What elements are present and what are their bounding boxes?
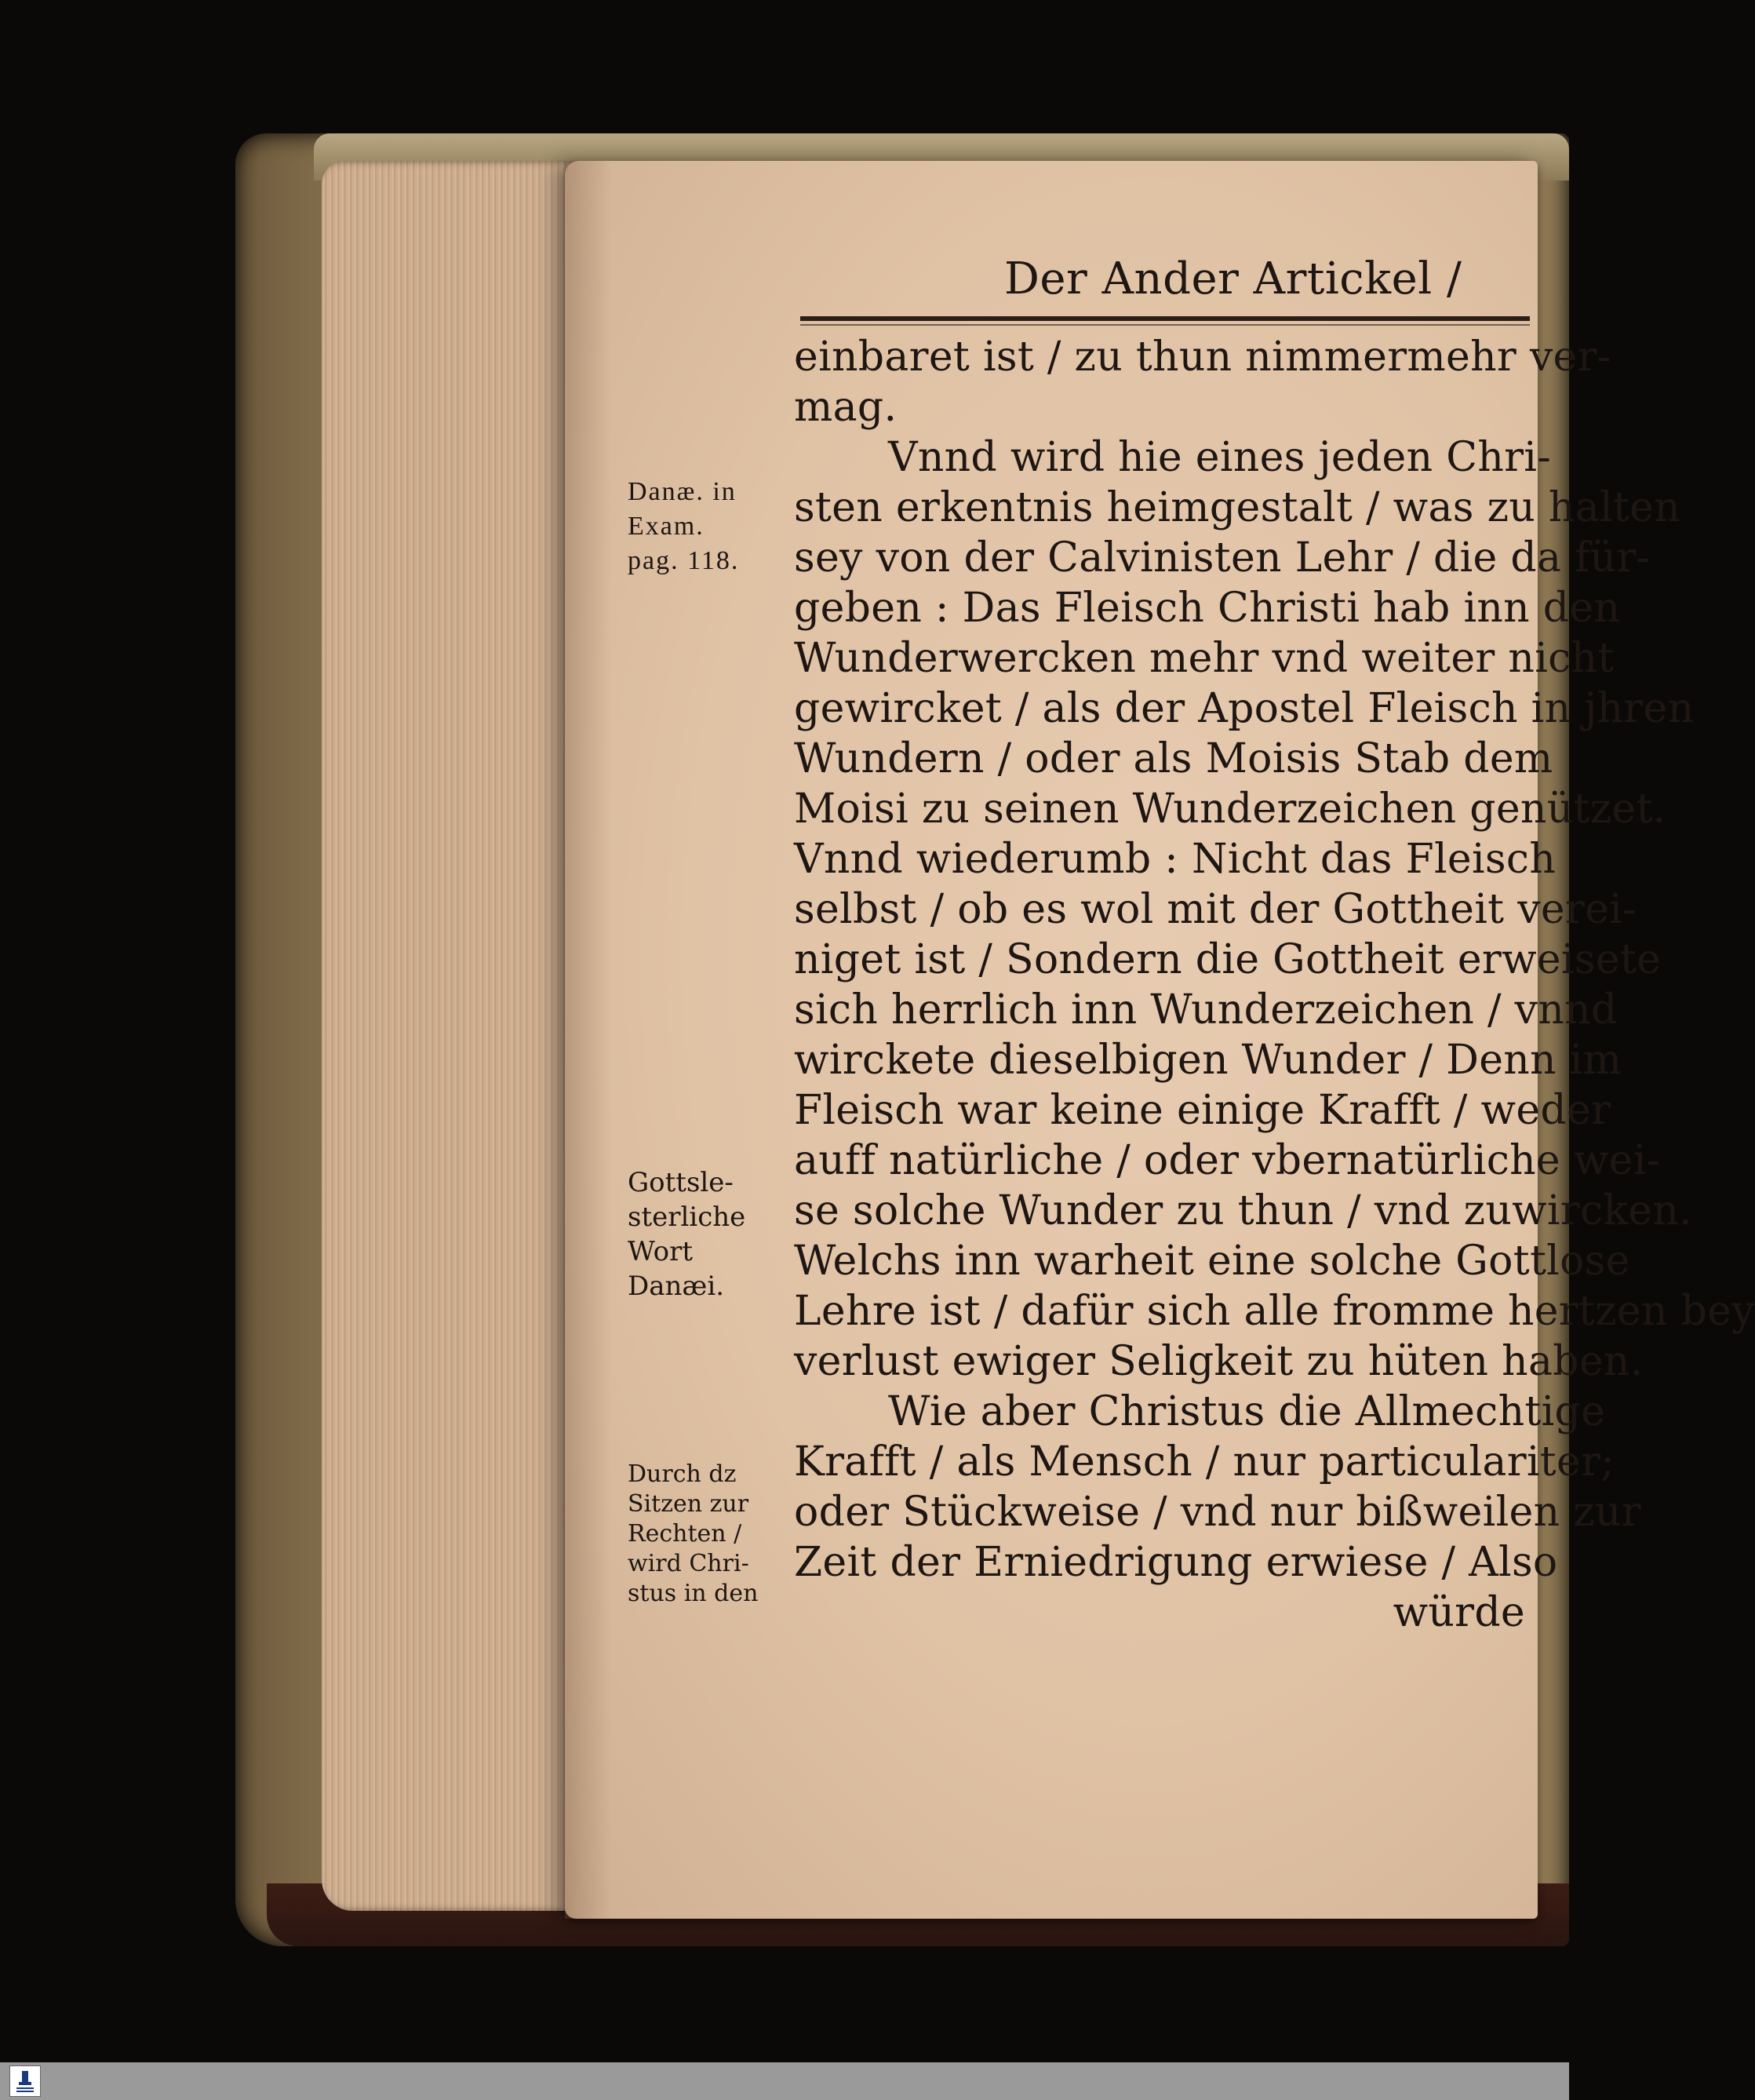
text-line: Wunderwercken mehr vnd weiter nicht bbox=[794, 635, 1615, 682]
library-logo-icon[interactable] bbox=[9, 2065, 41, 2097]
text-line: gewircket / als der Apostel Fleisch in jhren bbox=[794, 685, 1695, 732]
catchword: würde bbox=[1393, 1589, 1525, 1636]
text-line: selbst / ob es wol mit der Gottheit verei- bbox=[794, 886, 1637, 933]
text-line: niget ist / Sondern die Gottheit erweisete bbox=[794, 936, 1662, 983]
running-head: Der Ander Artickel / bbox=[1004, 253, 1462, 304]
margin-note-line: Exam. bbox=[628, 512, 705, 541]
margin-note-sitzen bbox=[628, 1460, 804, 1609]
text-line: sten erkentnis heimgestalt / was zu halten bbox=[794, 484, 1680, 531]
viewer-status-bar bbox=[0, 2062, 1569, 2100]
margin-note-gottslesterliche bbox=[628, 1165, 804, 1303]
text-line: Vnnd wird hie eines jeden Chri- bbox=[888, 434, 1552, 481]
head-rule-thin bbox=[800, 324, 1530, 326]
margin-note-line: Danæi. bbox=[628, 1271, 725, 1302]
text-line: sich herrlich inn Wunderzeichen / vnnd bbox=[794, 986, 1618, 1034]
margin-note-line: Wort bbox=[628, 1236, 694, 1267]
margin-note-citation bbox=[628, 475, 804, 578]
text-line: einbaret ist / zu thun nimmermehr ver- bbox=[794, 334, 1611, 381]
text-line: Krafft / als Mensch / nur particulariter; bbox=[794, 1438, 1615, 1486]
text-line: Zeit der Erniedrigung erwiese / Also bbox=[794, 1539, 1558, 1586]
margin-note-line: sterliche bbox=[628, 1201, 746, 1233]
text-line: auff natürliche / oder vbernatürliche wei- bbox=[794, 1137, 1661, 1184]
text-line: oder Stückweise / vnd nur bißweilen zur bbox=[794, 1489, 1641, 1536]
text-line: Wundern / oder als Moisis Stab dem bbox=[794, 735, 1553, 782]
text-line: Wie aber Christus die Allmechtige bbox=[888, 1388, 1606, 1435]
text-line: Welchs inn warheit eine solche Gottlose bbox=[794, 1238, 1630, 1285]
text-line: Lehre ist / dafür sich alle fromme hertzen bey bbox=[794, 1288, 1755, 1335]
text-line: Vnnd wiederumb : Nicht das Fleisch bbox=[794, 836, 1557, 883]
text-line: wirckete dieselbigen Wunder / Denn im bbox=[794, 1037, 1622, 1084]
text-line: mag. bbox=[794, 384, 898, 431]
body-text bbox=[794, 332, 1755, 1638]
text-line: verlust ewiger Seligkeit zu hüten haben. bbox=[794, 1338, 1644, 1385]
text-line: geben : Das Fleisch Christi hab inn den bbox=[794, 585, 1621, 632]
margin-note-line: Durch dz bbox=[628, 1460, 737, 1488]
text-line: Fleisch war keine einige Krafft / weder bbox=[794, 1087, 1611, 1134]
margin-note-line: wird Chri- bbox=[628, 1550, 749, 1577]
margin-note-line: Gottsle- bbox=[628, 1167, 734, 1198]
text-line: se solche Wunder zu thun / vnd zuwircken. bbox=[794, 1187, 1692, 1234]
head-rule bbox=[800, 316, 1530, 321]
text-line: Moisi zu seinen Wunderzeichen genützet. bbox=[794, 786, 1666, 833]
book-page bbox=[565, 161, 1755, 1919]
margin-note-line: Rechten / bbox=[628, 1520, 742, 1548]
margin-note-line: pag. 118. bbox=[628, 546, 740, 575]
text-line: sey von der Calvinisten Lehr / die da für- bbox=[794, 534, 1651, 582]
margin-note-line: Danæ. in bbox=[628, 477, 737, 506]
margin-note-line: Sitzen zur bbox=[628, 1490, 749, 1518]
margin-note-line: stus in den bbox=[628, 1580, 759, 1607]
page-gutter-shade bbox=[565, 161, 612, 1919]
